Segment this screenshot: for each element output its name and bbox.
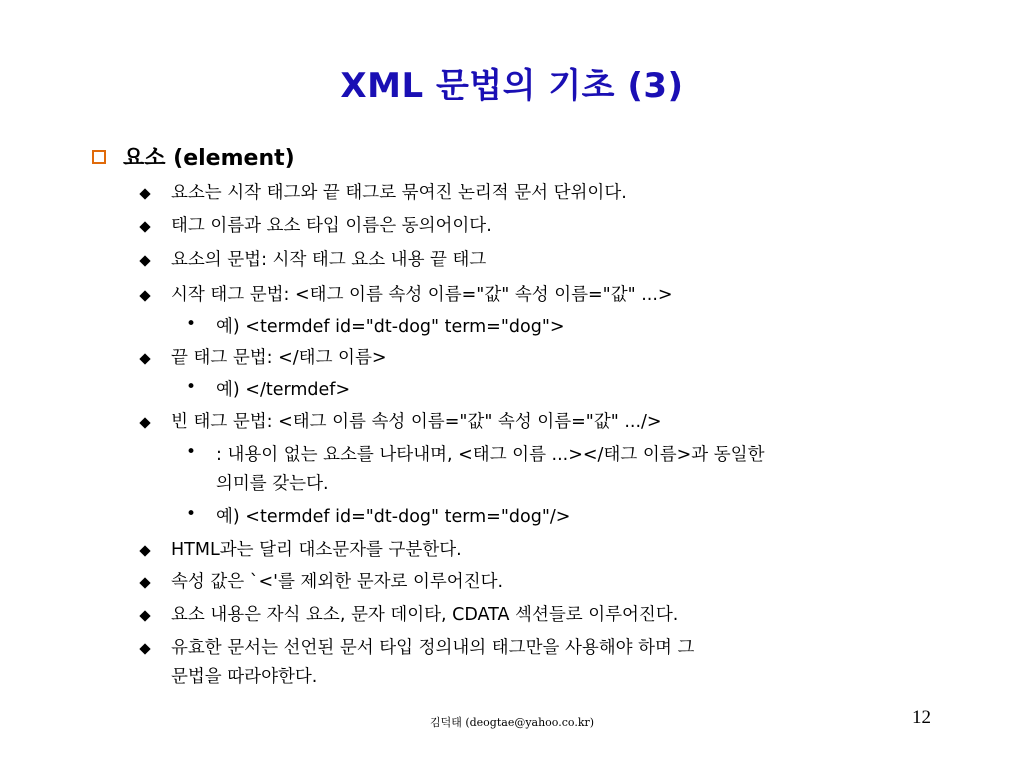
bullet-item: 요소는 시작 태그와 끝 태그로 묶여진 논리적 문서 단위이다.	[171, 183, 627, 203]
diamond-bullet-icon	[139, 610, 150, 621]
sub-bullet-item: 예) <termdef id="dt-dog" term="dog"/>	[216, 507, 571, 527]
bullet-item: 요소 내용은 자식 요소, 문자 데이타, CDATA 섹션들로 이루어진다.	[171, 605, 679, 625]
diamond-bullet-icon	[139, 353, 150, 364]
footer-author: 김덕태 (deogtae@yahoo.co.kr)	[429, 716, 595, 729]
bullet-item: 끝 태그 문법: </태그 이름>	[171, 348, 387, 368]
slide-title: XML 문법의 기초 (3)	[340, 66, 684, 106]
diamond-bullet-icon	[139, 577, 150, 588]
bullet-continuation: 문법을 따라야한다.	[171, 667, 318, 687]
diamond-bullet-icon	[139, 417, 150, 428]
dot-bullet-icon: •	[186, 377, 197, 397]
diamond-bullet-icon	[139, 545, 150, 556]
bullet-item: 속성 값은 `<'를 제외한 문자로 이루어진다.	[171, 572, 504, 592]
diamond-bullet-icon	[139, 643, 150, 654]
dot-bullet-icon: •	[186, 442, 197, 462]
bullet-item: 시작 태그 문법: <태그 이름 속성 이름="값" 속성 이름="값" ...>	[171, 285, 673, 305]
diamond-bullet-icon	[139, 255, 150, 266]
bullet-item: HTML과는 달리 대소문자를 구분한다.	[171, 540, 462, 560]
diamond-bullet-icon	[139, 290, 150, 301]
dot-bullet-icon: •	[186, 314, 197, 334]
sub-bullet-item: 예) <termdef id="dt-dog" term="dog">	[216, 317, 565, 337]
section-heading	[92, 144, 295, 174]
sub-bullet-item: 예) </termdef>	[216, 380, 351, 400]
hollow-square-bullet-icon	[92, 150, 106, 164]
dot-bullet-icon: •	[186, 504, 197, 524]
section-heading-text: 요소 (element)	[123, 146, 295, 171]
diamond-bullet-icon	[139, 188, 150, 199]
sub-bullet-item: : 내용이 없는 요소를 나타내며, <태그 이름 ...></태그 이름>과 동일한	[216, 445, 765, 465]
bullet-item: 요소의 문법: 시작 태그 요소 내용 끝 태그	[171, 250, 487, 270]
sub-bullet-continuation: 의미를 갖는다.	[216, 474, 329, 494]
bullet-item: 빈 태그 문법: <태그 이름 속성 이름="값" 속성 이름="값" .../>	[171, 412, 662, 432]
bullet-item: 유효한 문서는 선언된 문서 타입 정의내의 태그만을 사용해야 하며 그	[171, 638, 695, 658]
diamond-bullet-icon	[139, 221, 150, 232]
page-number: 12	[912, 707, 931, 728]
bullet-item: 태그 이름과 요소 타입 이름은 동의어이다.	[171, 216, 492, 236]
